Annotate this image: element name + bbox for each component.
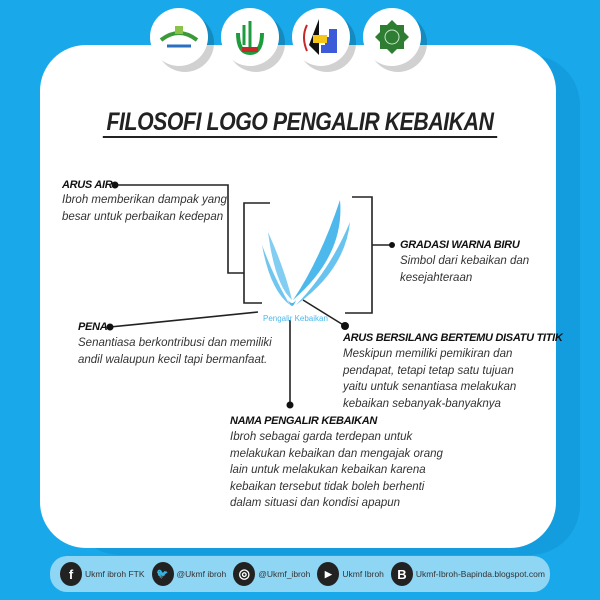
item-title-gradasi: GRADASI WARNA BIRU (400, 239, 520, 251)
item-title-arus-bersilang: ARUS BERSILANG BERTEMU DISATU TITIK (343, 332, 563, 344)
blogger-icon: B (391, 562, 413, 586)
facebook-icon: f (60, 562, 82, 586)
twitter-link[interactable]: @Ukmf ibroh (176, 569, 227, 579)
item-desc-gradasi: Simbol dari kebaikan dan kesejahteraan (400, 255, 530, 284)
item-title-pena: PENA (78, 321, 108, 333)
item-title-nama: NAMA PENGALIR KEBAIKAN (230, 415, 377, 427)
item-title-arus-air: ARUS AIR (62, 179, 113, 191)
instagram-link[interactable]: @Ukmf_ibroh (258, 569, 311, 579)
instagram-icon: ◎ (233, 562, 255, 586)
facebook-link[interactable]: Ukmf ibroh FTK (85, 569, 145, 579)
youtube-link[interactable]: Ukmf Ibroh (342, 569, 384, 579)
item-desc-arus-bersilang: Meskipun memiliki pemikiran dan pendapat, tetapi tetap satu tujuan yaitu untuk senantiasa melakukan kebaikan sebanyak-banyaknya (343, 348, 517, 410)
item-desc-pena: Senantiasa berkontribusi dan memiliki andil walaupun kecil tapi bermanfaat. (78, 337, 272, 366)
youtube-icon: ▶ (317, 562, 339, 586)
item-desc-nama: Ibroh sebagai garda terdepan untuk melakukan kebaikan dan mengajak orang lain untuk melakukan kebaikan karena kebaikan tersebut tidak boleh berhenti dalam situasi dan kondisi apapun (230, 431, 443, 509)
logo-caption: Pengalir Kebaikan (263, 314, 328, 323)
twitter-icon: 🐦 (152, 562, 174, 586)
blog-link[interactable]: Ukmf-Ibroh-Bapinda.blogspot.com (415, 569, 545, 579)
social-footer (50, 556, 550, 592)
pengalir-kebaikan-logo (262, 200, 350, 306)
item-desc-arus-air: Ibroh memberikan dampak yang besar untuk perbaikan kedepan (62, 194, 227, 223)
page-title: FILOSOFI LOGO PENGALIR KEBAIKAN (45, 108, 555, 137)
